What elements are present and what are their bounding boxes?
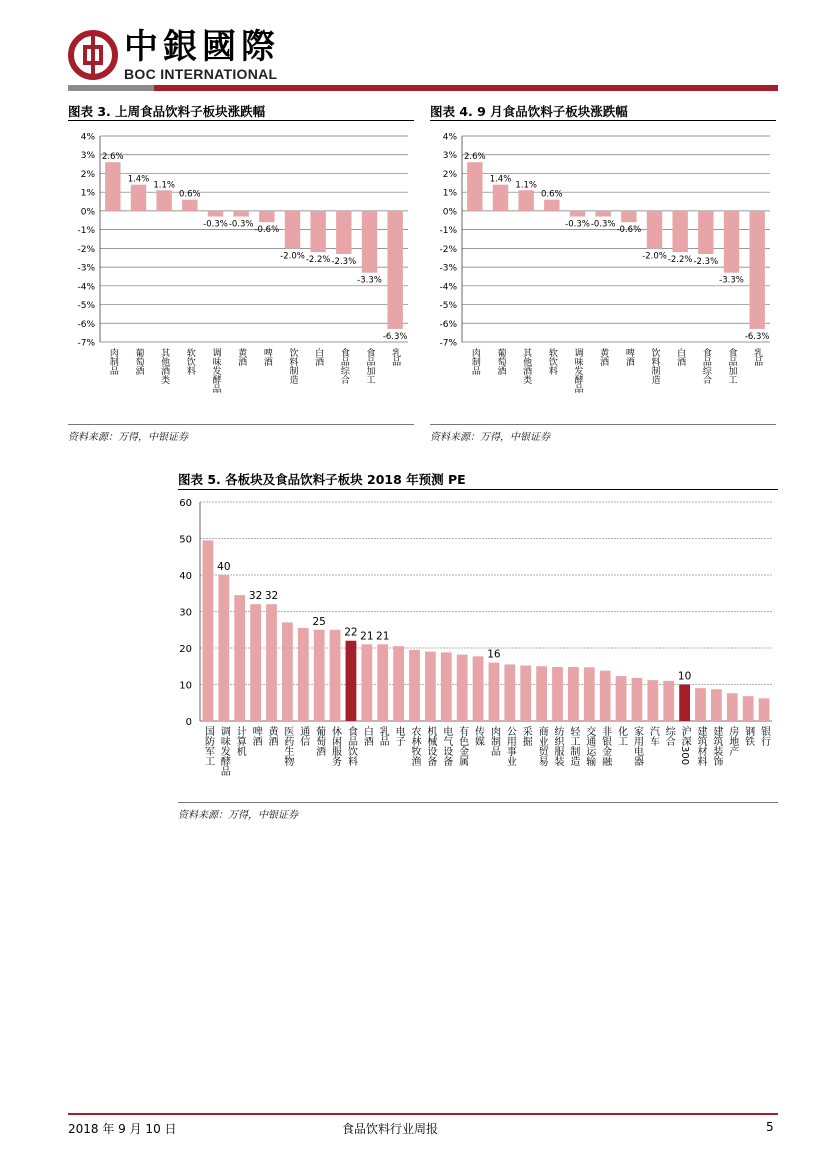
chart5-value-label: 32 bbox=[248, 590, 263, 603]
chart3-y-tick: -7% bbox=[77, 338, 95, 349]
chart5-bar bbox=[282, 622, 293, 721]
footer-page-number: 5 bbox=[766, 1120, 774, 1134]
chart3-bar bbox=[259, 211, 274, 222]
chart5-category-label: 电气设备 bbox=[440, 726, 452, 766]
chart5-bar bbox=[218, 575, 229, 721]
chart5-category-label: 黄酒 bbox=[266, 726, 277, 746]
header-gray-bar bbox=[68, 85, 154, 91]
chart4-data-label: -3.3% bbox=[719, 275, 744, 286]
chart5-bar bbox=[743, 696, 754, 721]
chart4-category-label: 饮料制造 bbox=[649, 348, 660, 384]
chart5-category-label: 汽车 bbox=[647, 726, 659, 746]
chart5-value-label: 16 bbox=[487, 648, 501, 661]
footer-report-title: 食品饮料行业周报 bbox=[342, 1122, 439, 1136]
chart3-data-label: -2.0% bbox=[280, 251, 305, 262]
chart5-bar bbox=[266, 604, 277, 721]
chart5-y-tick: 40 bbox=[179, 571, 192, 582]
chart5-bar bbox=[330, 630, 341, 721]
chart5-bar bbox=[457, 655, 468, 721]
chart3-category-label: 葡萄酒 bbox=[133, 348, 144, 375]
logo-english-text: BOC INTERNATIONAL bbox=[124, 66, 278, 82]
chart4-y-tick: -1% bbox=[439, 226, 457, 237]
chart4-y-tick: -3% bbox=[439, 263, 457, 274]
chart4-bar bbox=[518, 190, 533, 211]
chart5-category-label: 综合 bbox=[663, 726, 675, 746]
chart3-category-label: 肉制品 bbox=[107, 348, 118, 375]
chart4-data-label: -2.0% bbox=[642, 251, 667, 262]
chart3-data-label: -2.3% bbox=[331, 256, 357, 267]
chart5-category-label: 建筑装饰 bbox=[710, 726, 722, 766]
chart5-category-label: 钢铁 bbox=[742, 726, 754, 746]
chart5-bar bbox=[473, 656, 484, 721]
chart4-bar bbox=[647, 211, 662, 248]
chart5-bar bbox=[377, 644, 388, 721]
chart5-bar bbox=[203, 540, 214, 721]
chart5-category-label: 休闲服务 bbox=[329, 726, 341, 766]
chart5-bar bbox=[409, 650, 420, 721]
chart5-bar bbox=[234, 595, 245, 721]
chart4-y-tick: 4% bbox=[442, 132, 457, 143]
chart3-y-tick: -3% bbox=[77, 263, 95, 274]
chart5-bar bbox=[489, 663, 500, 721]
chart4-bar bbox=[672, 211, 687, 252]
chart3-category-label: 调味发酵品 bbox=[210, 348, 221, 393]
chart4-svg bbox=[428, 124, 778, 422]
chart4-y-tick: 1% bbox=[442, 188, 457, 199]
chart3-y-tick: -5% bbox=[77, 301, 95, 312]
chart3-bar bbox=[310, 211, 325, 252]
chart3-data-label: 1.1% bbox=[153, 180, 175, 191]
chart4-category-label: 调味发酵品 bbox=[572, 348, 583, 393]
chart5-category-label: 有色金属 bbox=[456, 726, 468, 766]
chart3-category-label: 软饮料 bbox=[184, 348, 195, 375]
chart3-bar bbox=[362, 211, 377, 273]
chart5-bar bbox=[425, 652, 436, 721]
boc-emblem-icon bbox=[68, 30, 118, 80]
chart4-category-label: 葡萄酒 bbox=[495, 348, 506, 375]
chart3-y-tick: 4% bbox=[80, 132, 95, 143]
chart4-title-rule bbox=[430, 120, 776, 121]
chart4-source-rule bbox=[430, 424, 776, 425]
chart5-y-tick: 20 bbox=[179, 644, 192, 655]
chart3-category-label: 食品加工 bbox=[364, 348, 375, 384]
chart4-bar bbox=[493, 185, 508, 211]
chart4-data-label: -0.3% bbox=[565, 219, 590, 230]
chart4-data-label: -0.6% bbox=[616, 225, 642, 236]
chart3-y-tick: -4% bbox=[77, 282, 95, 293]
chart4-source: 资料来源：万得，中银证券 bbox=[430, 432, 550, 443]
chart3-y-tick: -2% bbox=[77, 244, 95, 255]
chart3-svg bbox=[66, 124, 416, 422]
chart3-source: 资料来源：万得，中银证券 bbox=[68, 432, 188, 443]
chart3-bar bbox=[336, 211, 351, 254]
chart4-category-label: 啤酒 bbox=[623, 348, 634, 366]
chart4-bar bbox=[749, 211, 764, 329]
chart3-data-label: 2.6% bbox=[102, 152, 124, 163]
chart3-category-label: 食品综合 bbox=[338, 348, 349, 384]
chart3-data-label: -0.6% bbox=[254, 225, 280, 236]
chart4-data-label: -2.2% bbox=[667, 255, 693, 266]
chart5-bar bbox=[298, 628, 309, 721]
chart3-y-tick: 3% bbox=[80, 151, 95, 162]
chart4-y-tick: 3% bbox=[442, 151, 457, 162]
chart5-y-tick: 50 bbox=[179, 534, 192, 546]
chart4-bar bbox=[467, 162, 482, 211]
chart5-category-label: 商业贸易 bbox=[536, 726, 548, 766]
chart5-category-label: 计算机 bbox=[234, 726, 246, 756]
chart4-bar bbox=[570, 211, 585, 217]
chart5-category-label: 非银金融 bbox=[599, 726, 611, 766]
chart4-category-label: 白酒 bbox=[675, 348, 686, 366]
chart4-category-label: 食品综合 bbox=[700, 348, 711, 384]
chart4-category-label: 肉制品 bbox=[469, 348, 480, 375]
chart5-category-label: 采掘 bbox=[520, 726, 532, 746]
chart5-bar bbox=[695, 688, 706, 721]
chart4-data-label: 1.4% bbox=[489, 174, 512, 185]
chart4-bar bbox=[724, 211, 739, 273]
chart5-bar bbox=[584, 667, 595, 721]
chart5-value-label: 21 bbox=[376, 630, 390, 643]
chart4-y-tick: -7% bbox=[439, 338, 457, 349]
chart3-bar bbox=[182, 200, 197, 211]
chart5-bar bbox=[711, 689, 722, 721]
chart3-title: 图表 3. 上周食品饮料子板块涨跌幅 bbox=[68, 104, 266, 119]
chart5-bar bbox=[616, 676, 627, 721]
chart5-category-label: 沪深300 bbox=[679, 726, 691, 766]
chart5-bar bbox=[441, 652, 452, 721]
chart3-data-label: 0.6% bbox=[179, 189, 201, 200]
chart5-bar bbox=[250, 604, 261, 721]
chart3-title-rule bbox=[68, 120, 414, 121]
chart4-y-tick: -6% bbox=[439, 319, 457, 330]
chart3-category-label: 白酒 bbox=[313, 348, 324, 366]
chart5-bar bbox=[393, 646, 404, 721]
chart5-category-label: 建筑材料 bbox=[695, 726, 706, 766]
chart5-category-label: 食品饮料 bbox=[345, 726, 357, 766]
chart3-category-label: 黄酒 bbox=[236, 348, 247, 366]
chart5-bar bbox=[759, 698, 770, 721]
chart5-category-label: 房地产 bbox=[726, 726, 738, 756]
chart3-bar bbox=[131, 185, 146, 211]
chart3-y-tick: 2% bbox=[80, 169, 95, 180]
chart4-category-label: 软饮料 bbox=[546, 348, 557, 375]
chart3-bar bbox=[285, 211, 300, 248]
chart5-bar bbox=[520, 666, 531, 721]
chart4-bar bbox=[595, 211, 610, 217]
chart3-bar bbox=[233, 211, 248, 217]
chart3-bar bbox=[156, 190, 171, 211]
logo-chinese-text: 中銀國際 bbox=[124, 27, 280, 67]
chart5-source-rule bbox=[178, 802, 778, 803]
chart4-category-label: 黄酒 bbox=[598, 348, 609, 366]
chart5-bar bbox=[568, 667, 579, 721]
boc-logo bbox=[68, 28, 308, 82]
chart4-data-label: 0.6% bbox=[541, 189, 563, 200]
chart3-y-tick: 1% bbox=[80, 188, 95, 199]
chart5-category-label: 纺织服装 bbox=[552, 726, 563, 766]
chart5-category-label: 机械设备 bbox=[424, 726, 436, 766]
chart4-category-label: 食品加工 bbox=[726, 348, 737, 384]
chart5-category-label: 家用电器 bbox=[631, 726, 643, 766]
chart4-data-label: 1.1% bbox=[515, 180, 537, 191]
chart3-data-label: -0.3% bbox=[203, 219, 228, 230]
chart4-y-tick: 0% bbox=[442, 207, 457, 218]
chart5-value-label: 40 bbox=[217, 561, 231, 573]
chart5-category-label: 啤酒 bbox=[250, 726, 262, 746]
chart5-category-label: 乳品 bbox=[377, 726, 389, 746]
chart5-category-label: 农林牧渔 bbox=[409, 726, 420, 766]
chart4-data-label: 2.6% bbox=[464, 152, 486, 163]
chart3-bar bbox=[387, 211, 402, 329]
chart5-bar bbox=[346, 641, 357, 721]
chart3-y-tick: -1% bbox=[77, 226, 95, 237]
footer-date: 2018 年 9 月 10 日 bbox=[68, 1122, 177, 1136]
chart3-data-label: -2.2% bbox=[305, 255, 331, 266]
chart4-data-label: -6.3% bbox=[744, 331, 770, 342]
chart5-bar bbox=[552, 667, 563, 721]
chart5-y-tick: 10 bbox=[179, 680, 192, 692]
header-red-bar bbox=[154, 85, 778, 91]
chart5-value-label: 10 bbox=[677, 670, 692, 683]
chart5-category-label: 通信 bbox=[297, 726, 309, 746]
chart3-data-label: -0.3% bbox=[228, 219, 254, 230]
chart5-bar bbox=[727, 693, 738, 721]
chart3-category-label: 啤酒 bbox=[261, 348, 272, 366]
chart5-category-label: 调味发酵品 bbox=[218, 726, 230, 776]
chart5-value-label: 22 bbox=[344, 626, 358, 639]
chart5-value-label: 32 bbox=[264, 590, 279, 603]
chart5-category-label: 交通运输 bbox=[583, 726, 595, 766]
chart5-bar bbox=[536, 666, 547, 721]
chart5-bar bbox=[314, 630, 325, 721]
chart5-bar bbox=[632, 678, 643, 721]
chart3-data-label: -3.3% bbox=[357, 275, 382, 286]
chart5-category-label: 银行 bbox=[758, 726, 770, 746]
chart3-category-label: 乳品 bbox=[390, 348, 401, 366]
chart5-category-label: 电子 bbox=[393, 726, 405, 746]
chart3-category-label: 饮料制造 bbox=[287, 348, 298, 384]
chart4-category-label: 其他酒类 bbox=[521, 348, 532, 384]
chart5-value-label: 25 bbox=[312, 615, 326, 628]
chart5-bar bbox=[647, 680, 658, 721]
chart5-category-label: 传媒 bbox=[472, 726, 484, 746]
chart5-svg bbox=[172, 493, 780, 801]
chart5-category-label: 葡萄酒 bbox=[313, 726, 325, 756]
chart4-data-label: -2.3% bbox=[693, 256, 719, 267]
chart5-category-label: 公用事业 bbox=[504, 726, 516, 766]
chart3-bar bbox=[208, 211, 223, 217]
chart4-title: 图表 4. 9 月食品饮料子板块涨跌幅 bbox=[430, 104, 628, 119]
chart5-category-label: 肉制品 bbox=[488, 726, 500, 756]
chart3-data-label: 1.4% bbox=[127, 174, 150, 185]
chart3-category-label: 其他酒类 bbox=[159, 348, 170, 384]
chart5-bar bbox=[679, 685, 690, 722]
footer-rule bbox=[68, 1113, 778, 1115]
chart5-category-label: 国防军工 bbox=[202, 726, 214, 766]
chart4-bar bbox=[621, 211, 636, 222]
chart5-bar bbox=[663, 681, 674, 721]
chart4-y-tick: -4% bbox=[439, 282, 457, 293]
chart5-title-rule bbox=[178, 489, 778, 490]
chart3-y-tick: 0% bbox=[80, 207, 95, 218]
chart4-y-tick: -2% bbox=[439, 244, 457, 255]
chart5-bar bbox=[361, 644, 372, 721]
chart3-source-rule bbox=[68, 424, 414, 425]
chart5-title: 图表 5. 各板块及食品饮料子板块 2018 年预测 PE bbox=[178, 472, 466, 487]
chart5-bar bbox=[600, 671, 611, 721]
chart4-bar bbox=[544, 200, 559, 211]
chart5-source: 资料来源：万得，中银证券 bbox=[178, 810, 298, 821]
chart4-y-tick: -5% bbox=[439, 301, 457, 312]
chart4-y-tick: 2% bbox=[442, 169, 457, 180]
chart4-category-label: 乳品 bbox=[752, 348, 763, 366]
chart5-y-tick: 30 bbox=[179, 607, 192, 619]
chart5-category-label: 化工 bbox=[615, 726, 627, 746]
chart5-bar bbox=[504, 664, 515, 721]
chart5-category-label: 白酒 bbox=[361, 726, 373, 746]
chart3-data-label: -6.3% bbox=[382, 331, 408, 342]
chart5-value-label: 21 bbox=[360, 630, 374, 643]
chart3-bar bbox=[105, 162, 120, 211]
chart5-category-label: 医药生物 bbox=[281, 726, 293, 766]
chart4-data-label: -0.3% bbox=[590, 219, 616, 230]
chart5-y-tick: 60 bbox=[179, 498, 192, 509]
chart3-y-tick: -6% bbox=[77, 319, 95, 330]
chart5-category-label: 轻工制造 bbox=[567, 726, 579, 766]
chart5-y-tick: 0 bbox=[185, 717, 192, 728]
chart4-bar bbox=[698, 211, 713, 254]
